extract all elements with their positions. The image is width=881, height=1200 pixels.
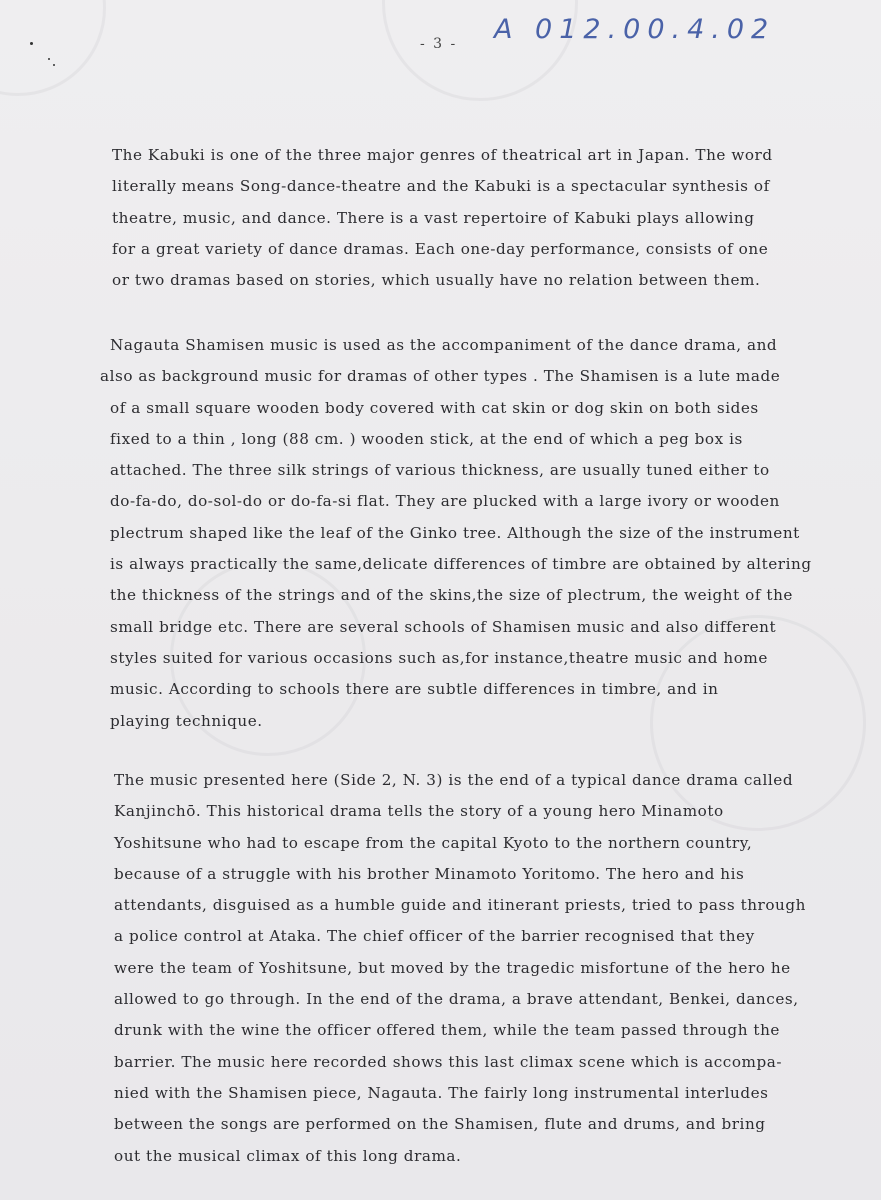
text-line: drunk with the wine the officer offered them, while the team passed through the <box>114 1021 780 1040</box>
text-line: theatre, music, and dance. There is a vast repertoire of Kabuki plays allowing <box>112 208 755 227</box>
text-line: out the musical climax of this long drama. <box>114 1146 462 1165</box>
text-line: small bridge etc. There are several schools of Shamisen music and also different <box>110 617 777 636</box>
text-line: Kanjinchō. This historical drama tells the story of a young hero Minamoto <box>114 802 724 821</box>
text-line: for a great variety of dance dramas. Each one-day performance, consists of one <box>112 239 769 258</box>
text-line: also as background music for dramas of other types . The Shamisen is a lute made <box>100 367 781 386</box>
paragraph-kabuki-intro <box>112 140 773 296</box>
text-line: The Kabuki is one of the three major genres of theatrical art in Japan. The word <box>112 146 773 164</box>
text-line: because of a struggle with his brother Minamoto Yoritomo. The hero and his <box>114 864 745 883</box>
text-line: barrier. The music here recorded shows this last climax scene which is accompa- <box>114 1052 783 1071</box>
text-line: attached. The three silk strings of various thickness, are usually tuned either to <box>110 461 770 480</box>
text-line: The music presented here (Side 2, N. 3) is the end of a typical dance drama called <box>114 771 794 789</box>
text-line: a police control at Ataka. The chief officer of the barrier recognised that they <box>114 927 755 946</box>
text-line: Nagauta Shamisen music is used as the accompaniment of the dance drama, and <box>110 336 778 354</box>
paragraph-shamisen <box>100 330 812 737</box>
text-line: attendants, disguised as a humble guide and itinerant priests, tried to pass through <box>114 896 806 915</box>
text-line: playing technique. <box>110 711 263 730</box>
text-line: allowed to go through. In the end of the drama, a brave attendant, Benkei, dances, <box>114 990 799 1009</box>
text-line: were the team of Yoshitsune, but moved by the tragedic misfortune of the hero he <box>114 958 791 977</box>
text-line: Yoshitsune who had to escape from the capital Kyoto to the northern country, <box>114 833 753 852</box>
paragraph-kanjincho <box>114 765 806 1172</box>
text-line: do-fa-do, do-sol-do or do-fa-si flat. They are plucked with a large ivory or wooden <box>110 492 780 511</box>
text-line: nied with the Shamisen piece, Nagauta. The fairly long instrumental interludes <box>114 1083 769 1102</box>
text-line: of a small square wooden body covered with cat skin or dog skin on both sides <box>110 398 759 417</box>
text-line: is always practically the same,delicate differences of timbre are obtained by altering <box>110 555 812 574</box>
page-number: - 3 - <box>420 36 458 52</box>
text-line: or two dramas based on stories, which usually have no relation between them. <box>112 271 761 290</box>
text-line: fixed to a thin , long (88 cm. ) wooden stick, at the end of which a peg box is <box>110 429 743 448</box>
text-line: styles suited for various occasions such as,for instance,theatre music and home <box>110 648 768 667</box>
ink-specks <box>26 40 66 80</box>
text-line: music. According to schools there are subtle differences in timbre, and in <box>110 680 719 699</box>
text-line: plectrum shaped like the leaf of the Ginko tree. Although the size of the instrument <box>110 523 800 542</box>
handwritten-archive-code: A 012.00.4.02 <box>494 14 776 45</box>
text-line: the thickness of the strings and of the skins,the size of plectrum, the weight of the <box>110 586 793 605</box>
text-line: between the songs are performed on the Shamisen, flute and drums, and bring <box>114 1115 766 1134</box>
text-line: literally means Song-dance-theatre and the Kabuki is a spectacular synthesis of <box>112 177 770 196</box>
